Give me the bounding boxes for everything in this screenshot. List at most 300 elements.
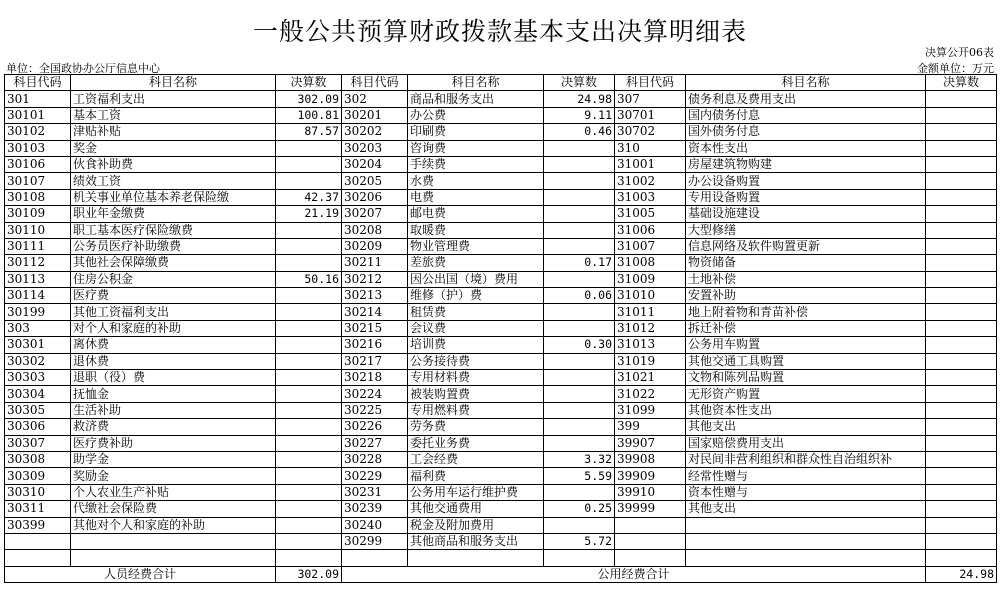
table-row: [5, 353, 997, 369]
table-row: [5, 468, 997, 484]
column-header: 决算数: [544, 75, 615, 91]
final-amount: [926, 320, 997, 336]
subject-name: 国外债务付息: [686, 124, 926, 140]
subject-name: 职工基本医疗保险缴费: [71, 222, 276, 238]
final-amount: 21.19: [276, 206, 342, 222]
subject-code: 30304: [5, 386, 71, 402]
final-amount: [544, 304, 615, 320]
final-amount: [276, 451, 342, 467]
subject-code: 30201: [342, 107, 408, 123]
subject-name: 无形资产购置: [686, 386, 926, 402]
subject-name: 其他工资福利支出: [71, 304, 276, 320]
final-amount: [926, 255, 997, 271]
subject-name: 办公费: [408, 107, 544, 123]
final-amount: [276, 435, 342, 451]
subject-code: 30112: [5, 255, 71, 271]
final-amount: 24.98: [544, 91, 615, 107]
final-amount: [544, 238, 615, 254]
subject-code: 39910: [615, 484, 686, 500]
table-row: [5, 189, 997, 205]
subject-name: 助学金: [71, 451, 276, 467]
subject-name: 取暖费: [408, 222, 544, 238]
table-row: [5, 419, 997, 435]
subject-code: 39909: [615, 468, 686, 484]
final-amount: [276, 140, 342, 156]
subject-name: 奖金: [71, 140, 276, 156]
subject-name: 差旅费: [408, 255, 544, 271]
final-amount: [926, 304, 997, 320]
table-header-row: [5, 75, 997, 91]
subject-code: 30107: [5, 173, 71, 189]
subject-code: 31019: [615, 353, 686, 369]
table-row: [5, 402, 997, 418]
final-amount: [926, 288, 997, 304]
final-amount: [544, 206, 615, 222]
final-amount: [276, 386, 342, 402]
subject-name: 拆迁补偿: [686, 320, 926, 336]
subject-name: 专用燃料费: [408, 402, 544, 418]
final-amount: [926, 550, 997, 566]
subject-name: 绩效工资: [71, 173, 276, 189]
subject-name: 津贴补贴: [71, 124, 276, 140]
public-total-label: 公用经费合计: [342, 566, 926, 582]
subject-name: 专用设备购置: [686, 189, 926, 205]
subject-code: 30208: [342, 222, 408, 238]
subject-code: 30225: [342, 402, 408, 418]
final-amount: [276, 468, 342, 484]
subject-name: 基础设施建设: [686, 206, 926, 222]
subject-code: 31006: [615, 222, 686, 238]
column-header: 科目名称: [686, 75, 926, 91]
subject-name: 水费: [408, 173, 544, 189]
subject-code: 30199: [5, 304, 71, 320]
final-amount: 5.72: [544, 533, 615, 549]
final-amount: [544, 419, 615, 435]
subject-name: 办公设备购置: [686, 173, 926, 189]
final-amount: [276, 517, 342, 533]
table-row: [5, 501, 997, 517]
final-amount: [926, 402, 997, 418]
subject-name: 经常性赠与: [686, 468, 926, 484]
subject-name: 物业管理费: [408, 238, 544, 254]
final-amount: [926, 533, 997, 549]
table-row: [5, 288, 997, 304]
subject-name: [686, 533, 926, 549]
subject-name: 其他社会保障缴费: [71, 255, 276, 271]
subject-code: 302: [342, 91, 408, 107]
subject-code: 307: [615, 91, 686, 107]
subject-code: 31010: [615, 288, 686, 304]
final-amount: [276, 533, 342, 549]
subject-code: 30202: [342, 124, 408, 140]
subject-code: 30114: [5, 288, 71, 304]
subject-name: 维修（护）费: [408, 288, 544, 304]
subject-name: 委托业务费: [408, 435, 544, 451]
subject-code: 30218: [342, 370, 408, 386]
subject-name: 培训费: [408, 337, 544, 353]
subject-name: 离休费: [71, 337, 276, 353]
table-row: [5, 107, 997, 123]
final-amount: 9.11: [544, 107, 615, 123]
final-amount: [276, 419, 342, 435]
subject-code: 30113: [5, 271, 71, 287]
subject-name: 其他资本性支出: [686, 402, 926, 418]
table-row: [5, 533, 997, 549]
subject-code: 30102: [5, 124, 71, 140]
table-row: [5, 517, 997, 533]
final-amount: [926, 206, 997, 222]
subject-code: 30101: [5, 107, 71, 123]
final-amount: [276, 402, 342, 418]
subject-code: 30215: [342, 320, 408, 336]
subject-code: [5, 533, 71, 549]
subject-name: [686, 517, 926, 533]
final-amount: [544, 353, 615, 369]
subject-name: 机关事业单位基本养老保险缴: [71, 189, 276, 205]
subject-name: 房屋建筑物购建: [686, 156, 926, 172]
personnel-total-value: 302.09: [276, 566, 342, 582]
subject-code: 30701: [615, 107, 686, 123]
column-header: 决算数: [276, 75, 342, 91]
subject-code: 30399: [5, 517, 71, 533]
final-amount: [544, 435, 615, 451]
final-amount: [276, 337, 342, 353]
final-amount: [544, 173, 615, 189]
subject-code: 30111: [5, 238, 71, 254]
subject-code: 31003: [615, 189, 686, 205]
subject-name: 专用材料费: [408, 370, 544, 386]
subject-code: [615, 517, 686, 533]
subject-code: 399: [615, 419, 686, 435]
subject-name: 职业年金缴费: [71, 206, 276, 222]
table-row: [5, 271, 997, 287]
subject-code: [5, 550, 71, 566]
subject-name: 文物和陈列品购置: [686, 370, 926, 386]
subject-code: 30226: [342, 419, 408, 435]
final-amount: [926, 501, 997, 517]
table-row: [5, 156, 997, 172]
table-row: [5, 238, 997, 254]
expenditure-table: [4, 74, 997, 583]
subject-code: 30205: [342, 173, 408, 189]
final-amount: [926, 173, 997, 189]
subject-name: 手续费: [408, 156, 544, 172]
final-amount: 302.09: [276, 91, 342, 107]
subject-code: 30209: [342, 238, 408, 254]
subject-name: 资本性支出: [686, 140, 926, 156]
subject-code: 30217: [342, 353, 408, 369]
subject-name: 被装购置费: [408, 386, 544, 402]
subject-name: [408, 550, 544, 566]
final-amount: [926, 419, 997, 435]
subject-code: 30306: [5, 419, 71, 435]
subject-code: 30216: [342, 337, 408, 353]
final-amount: [276, 238, 342, 254]
final-amount: [276, 550, 342, 566]
final-amount: 100.81: [276, 107, 342, 123]
final-amount: [276, 288, 342, 304]
final-amount: [926, 386, 997, 402]
subject-name: 个人农业生产补贴: [71, 484, 276, 500]
subject-code: 30239: [342, 501, 408, 517]
final-amount: [276, 156, 342, 172]
subject-code: 30109: [5, 206, 71, 222]
final-amount: [926, 337, 997, 353]
subject-name: 退休费: [71, 353, 276, 369]
column-header: 科目代码: [5, 75, 71, 91]
subject-name: 基本工资: [71, 107, 276, 123]
table-row: [5, 206, 997, 222]
final-amount: [276, 501, 342, 517]
subject-code: 31001: [615, 156, 686, 172]
subject-name: 公务员医疗补助缴费: [71, 238, 276, 254]
subject-code: 30204: [342, 156, 408, 172]
final-amount: [926, 140, 997, 156]
final-amount: [544, 550, 615, 566]
subject-name: 国家赔偿费用支出: [686, 435, 926, 451]
final-amount: [926, 435, 997, 451]
subject-code: 30308: [5, 451, 71, 467]
subject-name: 地上附着物和青苗补偿: [686, 304, 926, 320]
subject-code: 301: [5, 91, 71, 107]
final-amount: [926, 517, 997, 533]
subject-name: 咨询费: [408, 140, 544, 156]
final-amount: [926, 91, 997, 107]
subject-code: 30702: [615, 124, 686, 140]
subject-code: 310: [615, 140, 686, 156]
subject-code: 30305: [5, 402, 71, 418]
subject-code: 31007: [615, 238, 686, 254]
table-row: [5, 222, 997, 238]
table-row: [5, 320, 997, 336]
subject-name: 生活补助: [71, 402, 276, 418]
final-amount: [544, 189, 615, 205]
final-amount: [544, 370, 615, 386]
final-amount: [544, 140, 615, 156]
final-amount: [544, 222, 615, 238]
subject-code: 30110: [5, 222, 71, 238]
final-amount: 3.32: [544, 451, 615, 467]
subject-code: 31011: [615, 304, 686, 320]
subject-name: 税金及附加费用: [408, 517, 544, 533]
subject-name: [71, 550, 276, 566]
final-amount: [276, 222, 342, 238]
final-amount: [544, 271, 615, 287]
subject-code: 30309: [5, 468, 71, 484]
subject-code: 31013: [615, 337, 686, 353]
subject-code: 30214: [342, 304, 408, 320]
subject-name: 债务利息及费用支出: [686, 91, 926, 107]
subject-name: 对民间非营利组织和群众性自治组织补: [686, 451, 926, 467]
subject-name: 其他支出: [686, 501, 926, 517]
final-amount: [926, 468, 997, 484]
final-amount: [926, 107, 997, 123]
subject-code: 31099: [615, 402, 686, 418]
subject-code: 30203: [342, 140, 408, 156]
final-amount: [926, 156, 997, 172]
subject-code: 303: [5, 320, 71, 336]
amount-unit: 金额单位：万元: [917, 62, 994, 75]
table-row: [5, 435, 997, 451]
subject-name: 住房公积金: [71, 271, 276, 287]
subject-name: 公务用车运行维护费: [408, 484, 544, 500]
final-amount: [276, 353, 342, 369]
subject-code: 31021: [615, 370, 686, 386]
subject-code: 30303: [5, 370, 71, 386]
subject-name: 工资福利支出: [71, 91, 276, 107]
subject-name: 劳务费: [408, 419, 544, 435]
subject-code: 30301: [5, 337, 71, 353]
subject-code: 30307: [5, 435, 71, 451]
subject-code: 31002: [615, 173, 686, 189]
subject-name: 信息网络及软件购置更新: [686, 238, 926, 254]
subject-code: 30229: [342, 468, 408, 484]
subject-code: 39999: [615, 501, 686, 517]
subject-name: 救济费: [71, 419, 276, 435]
subject-code: 30240: [342, 517, 408, 533]
subject-code: 30206: [342, 189, 408, 205]
table-row: [5, 370, 997, 386]
subject-name: 奖励金: [71, 468, 276, 484]
subject-code: 30311: [5, 501, 71, 517]
final-amount: [276, 173, 342, 189]
subject-code: 39907: [615, 435, 686, 451]
subject-code: 30302: [5, 353, 71, 369]
subject-name: 代缴社会保险费: [71, 501, 276, 517]
subject-name: 商品和服务支出: [408, 91, 544, 107]
subject-code: 30224: [342, 386, 408, 402]
subject-name: 印刷费: [408, 124, 544, 140]
subject-name: 公务用车购置: [686, 337, 926, 353]
page-title: 一般公共预算财政拨款基本支出决算明细表: [252, 17, 747, 46]
final-amount: 87.57: [276, 124, 342, 140]
table-row: [5, 91, 997, 107]
final-amount: [544, 156, 615, 172]
subject-code: 30231: [342, 484, 408, 500]
subject-code: 31022: [615, 386, 686, 402]
final-amount: 50.16: [276, 271, 342, 287]
final-amount: [926, 238, 997, 254]
column-header: 科目名称: [71, 75, 276, 91]
final-amount: [926, 189, 997, 205]
subject-name: 抚恤金: [71, 386, 276, 402]
final-amount: 0.46: [544, 124, 615, 140]
subject-name: [71, 533, 276, 549]
final-amount: 0.17: [544, 255, 615, 271]
subject-name: 其他交通费用: [408, 501, 544, 517]
subject-code: 30108: [5, 189, 71, 205]
subject-code: 39908: [615, 451, 686, 467]
subject-name: 物资储备: [686, 255, 926, 271]
column-header: 科目代码: [615, 75, 686, 91]
final-amount: [544, 402, 615, 418]
final-amount: [926, 451, 997, 467]
subject-name: 会议费: [408, 320, 544, 336]
subject-name: 大型修缮: [686, 222, 926, 238]
subject-name: 工会经费: [408, 451, 544, 467]
subject-code: 30228: [342, 451, 408, 467]
subject-code: 30227: [342, 435, 408, 451]
subject-name: 其他交通工具购置: [686, 353, 926, 369]
subject-name: 其他支出: [686, 419, 926, 435]
subject-name: 安置补助: [686, 288, 926, 304]
subject-name: 土地补偿: [686, 271, 926, 287]
table-row: [5, 550, 997, 566]
subject-code: 30310: [5, 484, 71, 500]
table-row: [5, 451, 997, 467]
public-total-value: 24.98: [926, 566, 997, 582]
subject-name: 对个人和家庭的补助: [71, 320, 276, 336]
subject-name: 电费: [408, 189, 544, 205]
subject-name: 退职（役）费: [71, 370, 276, 386]
form-code: 决算公开06表: [925, 46, 994, 59]
subject-code: 31008: [615, 255, 686, 271]
subject-code: [615, 550, 686, 566]
table-row: [5, 484, 997, 500]
final-amount: 0.06: [544, 288, 615, 304]
subject-code: 31005: [615, 206, 686, 222]
subject-code: 30106: [5, 156, 71, 172]
subject-code: 30299: [342, 533, 408, 549]
table-row: [5, 140, 997, 156]
subject-code: 30207: [342, 206, 408, 222]
table-row: [5, 255, 997, 271]
subject-code: 30213: [342, 288, 408, 304]
table-row: [5, 386, 997, 402]
subject-name: 国内债务付息: [686, 107, 926, 123]
table-row: [5, 173, 997, 189]
totals-row: [5, 566, 997, 582]
table-row: [5, 304, 997, 320]
final-amount: [926, 353, 997, 369]
subject-name: 邮电费: [408, 206, 544, 222]
subject-name: 伙食补助费: [71, 156, 276, 172]
subject-name: 公务接待费: [408, 353, 544, 369]
subject-code: 30103: [5, 140, 71, 156]
subject-code: 30211: [342, 255, 408, 271]
final-amount: [544, 484, 615, 500]
final-amount: [544, 386, 615, 402]
table-row: [5, 124, 997, 140]
subject-name: 医疗费: [71, 288, 276, 304]
subject-code: 31009: [615, 271, 686, 287]
final-amount: [276, 304, 342, 320]
table-row: [5, 337, 997, 353]
subject-code: [615, 533, 686, 549]
column-header: 决算数: [926, 75, 997, 91]
subject-name: 资本性赠与: [686, 484, 926, 500]
subject-name: 租赁费: [408, 304, 544, 320]
subject-name: 福利费: [408, 468, 544, 484]
final-amount: 5.59: [544, 468, 615, 484]
subject-code: 30212: [342, 271, 408, 287]
final-amount: [926, 484, 997, 500]
final-amount: [544, 320, 615, 336]
final-amount: [926, 370, 997, 386]
final-amount: [276, 370, 342, 386]
final-amount: 42.37: [276, 189, 342, 205]
subject-name: 医疗费补助: [71, 435, 276, 451]
final-amount: [926, 222, 997, 238]
subject-code: [342, 550, 408, 566]
final-amount: [926, 271, 997, 287]
unit-label: 单位：全国政协办公厅信息中心: [6, 62, 160, 75]
final-amount: 0.30: [544, 337, 615, 353]
column-header: 科目名称: [408, 75, 544, 91]
subject-name: 因公出国（境）费用: [408, 271, 544, 287]
personnel-total-label: 人员经费合计: [5, 566, 276, 582]
subject-name: 其他对个人和家庭的补助: [71, 517, 276, 533]
